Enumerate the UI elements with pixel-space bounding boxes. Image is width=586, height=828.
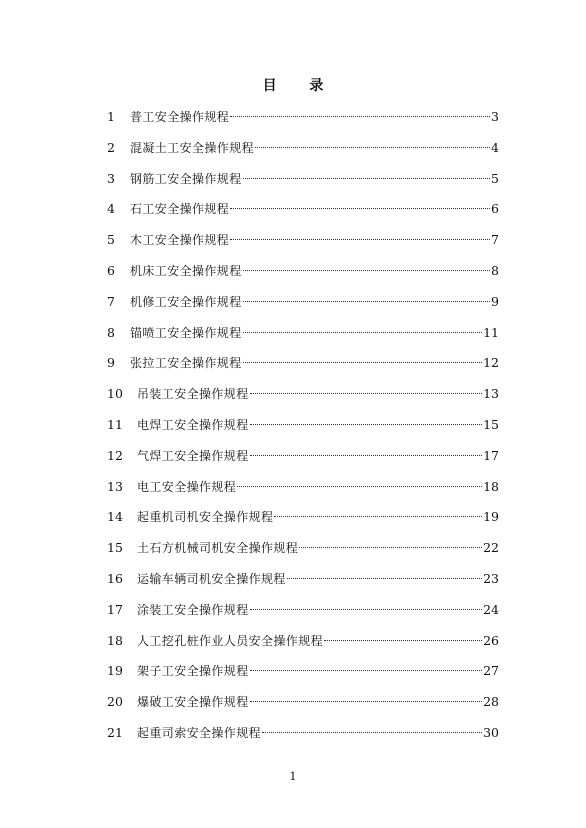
toc-entry[interactable] — [107, 353, 499, 384]
toc-entry-page: 26 — [483, 632, 499, 648]
toc-entry-number: 19 — [107, 663, 123, 679]
toc-entry-title: 混凝土工安全操作规程 — [130, 140, 255, 155]
toc-entry[interactable] — [107, 600, 499, 631]
toc-entry-page: 22 — [483, 540, 499, 556]
toc-entry-title: 钢筋工安全操作规程 — [130, 171, 242, 186]
toc-entry-number: 12 — [107, 447, 123, 463]
toc-entry-page: 3 — [491, 109, 499, 124]
toc-entry-number: 1 — [107, 109, 115, 124]
toc-entry-number: 5 — [107, 232, 115, 248]
toc-entry-title: 电工安全操作规程 — [137, 479, 237, 494]
toc-entry-number: 7 — [107, 293, 115, 309]
toc-entry-number: 2 — [107, 139, 115, 155]
toc-entry-number: 17 — [107, 601, 123, 617]
toc-entry-page: 19 — [483, 509, 499, 525]
toc-entry-page: 27 — [483, 663, 499, 679]
toc-dot-leader — [274, 516, 482, 517]
toc-entry-page: 11 — [483, 324, 499, 340]
toc-entry-page: 15 — [483, 416, 499, 432]
toc-dot-leader — [250, 455, 482, 456]
toc-entry-title: 机床工安全操作规程 — [130, 263, 242, 278]
toc-entry-page: 13 — [483, 386, 499, 402]
toc-entry[interactable] — [107, 507, 499, 538]
toc-entry-page: 23 — [483, 570, 499, 586]
toc-entry[interactable] — [107, 692, 499, 723]
toc-entry[interactable] — [107, 138, 499, 169]
toc-entry-page: 28 — [483, 694, 499, 710]
toc-dot-leader — [250, 393, 482, 394]
toc-entry-page: 24 — [483, 601, 499, 617]
toc-entry[interactable] — [107, 230, 499, 261]
toc-entry-title: 涂装工安全操作规程 — [137, 602, 249, 617]
toc-entry-title: 运输车辆司机安全操作规程 — [137, 571, 286, 586]
page-title: 目 录 — [262, 78, 338, 94]
toc-entry-number: 16 — [107, 570, 123, 586]
toc-entry-title: 架子工安全操作规程 — [137, 664, 249, 679]
toc-entry-number: 13 — [107, 478, 123, 494]
toc-entry-number: 21 — [107, 724, 123, 740]
toc-entry[interactable] — [107, 415, 499, 446]
toc-dot-leader — [243, 178, 490, 179]
toc-entry[interactable] — [107, 107, 499, 138]
toc-dot-leader — [255, 147, 490, 148]
toc-dot-leader — [230, 116, 490, 117]
toc-entry[interactable] — [107, 199, 499, 230]
toc-entry-number: 18 — [107, 632, 123, 648]
toc-entry-page: 12 — [483, 355, 499, 371]
toc-entry[interactable] — [107, 446, 499, 477]
toc-entry-title: 吊装工安全操作规程 — [137, 387, 249, 402]
toc-entry-title: 起重司索安全操作规程 — [137, 725, 262, 740]
toc-entry[interactable] — [107, 261, 499, 292]
toc-entry-page: 5 — [491, 170, 499, 186]
toc-entry[interactable] — [107, 323, 499, 354]
toc-entry-page: 4 — [491, 139, 499, 155]
toc-dot-leader — [250, 424, 482, 425]
toc-entry-number: 3 — [107, 170, 115, 186]
toc-dot-leader — [250, 670, 482, 671]
toc-entry-page: 6 — [491, 201, 499, 217]
toc-entry-number: 8 — [107, 324, 115, 340]
toc-entry[interactable] — [107, 661, 499, 692]
toc-entry[interactable] — [107, 723, 499, 754]
toc-entry-title: 石工安全操作规程 — [130, 202, 230, 217]
toc-entry-title: 机修工安全操作规程 — [130, 294, 242, 309]
toc-entry-title: 起重机司机安全操作规程 — [137, 510, 274, 525]
toc-dot-leader — [250, 609, 482, 610]
toc-entry-title: 土石方机械司机安全操作规程 — [137, 541, 299, 556]
toc-entry-title: 人工挖孔桩作业人员安全操作规程 — [137, 633, 324, 648]
toc-dot-leader — [250, 701, 482, 702]
toc-entry-title: 锚喷工安全操作规程 — [130, 325, 242, 340]
toc-entry-title: 爆破工安全操作规程 — [137, 695, 249, 710]
toc-entry-title: 电焊工安全操作规程 — [137, 417, 249, 432]
toc-entry[interactable] — [107, 569, 499, 600]
toc-dot-leader — [243, 301, 490, 302]
toc-entry-number: 11 — [107, 416, 123, 432]
toc-entry[interactable] — [107, 477, 499, 508]
toc-dot-leader — [262, 732, 482, 733]
toc-entry-number: 10 — [107, 386, 123, 402]
toc-dot-leader — [243, 270, 490, 271]
toc-entry-number: 14 — [107, 509, 123, 525]
toc-dot-leader — [324, 640, 482, 641]
toc-entry-page: 17 — [483, 447, 499, 463]
toc-dot-leader — [230, 208, 490, 209]
toc-entry-page: 30 — [483, 724, 499, 740]
page-number: 1 — [289, 770, 297, 783]
toc-entry[interactable] — [107, 292, 499, 323]
toc-entry-title: 普工安全操作规程 — [130, 110, 230, 124]
toc-dot-leader — [243, 362, 482, 363]
toc-dot-leader — [287, 578, 482, 579]
toc-entry-page: 9 — [491, 293, 499, 309]
toc-entry-title: 木工安全操作规程 — [130, 233, 230, 248]
toc-entry-title: 张拉工安全操作规程 — [130, 356, 242, 371]
toc-dot-leader — [230, 239, 490, 240]
toc-entry[interactable] — [107, 384, 499, 415]
toc-entry-number: 9 — [107, 355, 115, 371]
toc-entry-number: 15 — [107, 540, 123, 556]
toc-entry-title: 气焊工安全操作规程 — [137, 448, 249, 463]
toc-dot-leader — [243, 332, 482, 333]
toc-entry[interactable] — [107, 169, 499, 200]
toc-dot-leader — [299, 547, 482, 548]
toc-entry-page: 8 — [491, 262, 499, 278]
toc-entry-page: 18 — [483, 478, 499, 494]
toc-entry-number: 6 — [107, 262, 115, 278]
table-of-contents — [107, 107, 499, 754]
toc-entry[interactable] — [107, 631, 499, 662]
toc-entry-number: 20 — [107, 694, 123, 710]
toc-entry[interactable] — [107, 538, 499, 569]
toc-dot-leader — [237, 486, 482, 487]
toc-entry-page: 7 — [491, 232, 499, 248]
toc-entry-number: 4 — [107, 201, 115, 217]
